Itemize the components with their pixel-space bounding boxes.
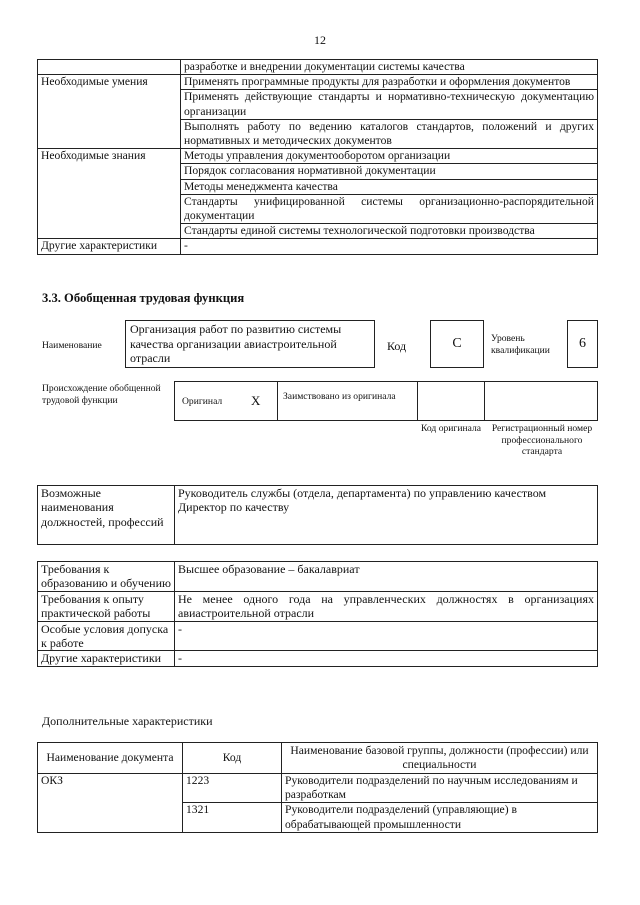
table-row <box>38 60 598 75</box>
borrowed-label: Заимствовано из оригинала <box>283 391 396 402</box>
row-value: Применять программные продукты для разработки и оформления документов <box>181 75 598 90</box>
positions-label: Возможные наименования должностей, профессий <box>38 486 175 545</box>
skills-knowledge-table <box>37 59 598 255</box>
row-value: - <box>181 239 598 254</box>
positions-table <box>37 485 598 545</box>
row-value: разработке и внедрении документации системы качества <box>181 60 598 75</box>
requirement-value: Не менее одного года на управленческих должностях в организациях авиастроительной отрасли <box>175 591 598 621</box>
borrowed-cell <box>277 381 418 421</box>
level-label: Уровень квалификации <box>491 333 550 356</box>
code-label: Код <box>387 339 407 353</box>
table-row <box>38 591 598 621</box>
requirements-table <box>37 561 598 667</box>
code-cell: 1223 <box>183 774 282 803</box>
original-label: Оригинал <box>182 396 223 407</box>
table-row <box>38 621 598 651</box>
row-value: Стандарты унифицированной системы организационно-распорядительной документации <box>181 194 598 223</box>
requirement-value: - <box>175 651 598 666</box>
header-document: Наименование документа <box>38 743 183 774</box>
original-code-cell <box>417 381 485 421</box>
position-item: Директор по качеству <box>178 500 290 515</box>
header-name: Наименование базовой группы, должности (профессии) или специальности <box>282 743 598 774</box>
position-item: Руководитель службы (отдела, департамента) по управлению качеством <box>178 486 547 500</box>
table-row <box>38 486 598 545</box>
table-row <box>38 75 598 90</box>
name-cell: Руководители подразделений (управляющие) в обрабатывающей промышленности <box>282 803 598 832</box>
section-heading: 3.3. Обобщенная трудовая функция <box>42 291 245 305</box>
table-row <box>38 149 598 164</box>
extra-heading: Дополнительные характеристики <box>42 714 213 728</box>
row-label-knowledge: Необходимые знания <box>38 149 181 239</box>
row-value: Выполнять работу по ведению каталогов стандартов, положений и других нормативных и методических документов <box>181 119 598 148</box>
function-name: Организация работ по развитию системы качества организации авиастроительной отрасли <box>125 320 375 368</box>
requirement-label: Другие характеристики <box>38 651 175 666</box>
original-mark: Х <box>251 393 261 408</box>
name-label: Наименование <box>42 340 102 351</box>
origin-original-cell <box>174 381 278 421</box>
table-row <box>38 651 598 666</box>
row-label-other: Другие характеристики <box>38 239 181 254</box>
table-header-row <box>38 743 598 774</box>
qualification-level: 6 <box>567 320 598 368</box>
row-value: Методы управления документооборотом организации <box>181 149 598 164</box>
page-number: 12 <box>314 33 326 47</box>
requirement-label: Особые условия допуска к работе <box>38 621 175 651</box>
requirement-value: - <box>175 621 598 651</box>
row-label <box>38 60 181 75</box>
table-row <box>38 562 598 592</box>
header-code: Код <box>183 743 282 774</box>
row-value: Методы менеджмента качества <box>181 179 598 194</box>
name-cell: Руководители подразделений по научным исследованиям и разработкам <box>282 774 598 803</box>
origin-label: Происхождение обобщенной трудовой функции <box>42 383 161 406</box>
registration-number-cell <box>484 381 598 421</box>
requirement-value: Высшее образование – бакалавриат <box>175 562 598 592</box>
row-value: Применять действующие стандарты и нормативно-техническую документацию организации <box>181 90 598 119</box>
row-value: Порядок согласования нормативной документации <box>181 164 598 179</box>
code-cell: 1321 <box>183 803 282 832</box>
function-code: С <box>430 320 484 368</box>
requirement-label: Требования к образованию и обучению <box>38 562 175 592</box>
table-row <box>38 774 598 803</box>
code-caption: Код оригинала <box>420 423 482 434</box>
requirement-label: Требования к опыту практической работы <box>38 591 175 621</box>
positions-values <box>175 486 598 545</box>
registration-caption: Регистрационный номер профессионального стандарта <box>491 423 593 458</box>
document-cell: ОКЗ <box>38 774 183 833</box>
table-row <box>38 239 598 254</box>
row-value: Стандарты единой системы технологической подготовки производства <box>181 224 598 239</box>
extra-characteristics-table <box>37 742 598 833</box>
row-label-skills: Необходимые умения <box>38 75 181 149</box>
